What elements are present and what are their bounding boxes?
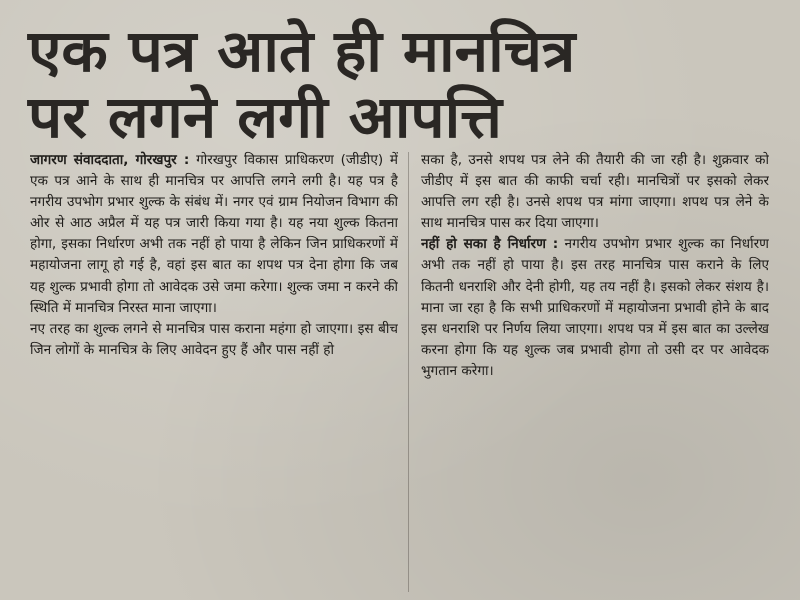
article-paragraph: [421, 234, 769, 382]
headline-line-1: एक पत्र आते ही मानचित्र: [28, 17, 576, 85]
article-text: गोरखपुर विकास प्राधिकरण (जीडीए) में एक पत्र आने के साथ ही मानचित्र पर आपत्ति लगने लगी है। यह पत्र है नगरीय उपभोग प्रभार शुल्क के संबंध में। नगर एवं ग्राम नियोजन विभाग की ओर से आठ अप्रैल में यह पत्र जारी किया गया है। यह नया शुल्क कितना होगा, इसका निर्धारण अभी तक नहीं हो पाया है लेकिन जिन प्राधिकरणों में महायोजना लागू हो गई है, वहां इस बात का शपथ पत्र देना होगा कि जब यह शुल्क प्रभावी होगा तो आवेदक उसे जमा करेगा। शुल्क जमा न करने की स्थिति में मानचित्र निरस्त माना जाएगा।: [30, 152, 398, 316]
headline-line-2: पर लगने लगी आपत्ति: [28, 83, 502, 151]
article-paragraph: [30, 150, 398, 319]
article-text: नगरीय उपभोग प्रभार शुल्क का निर्धारण अभी तक नहीं हो पाया है। इस तरह मानचित्र पास कराने के लिए कितनी धनराशि और देनी होगी, यह तय नहीं है। इसको लेकर संशय है। माना जा रहा है कि सभी प्राधिकरणों में महायोजना प्रभावी होने के बाद इस धनराशि पर निर्णय लिया जाएगा। शपथ पत्र में इस बात का उल्लेख करना होगा कि यह शुल्क जब प्रभावी होगा तो उसी दर पर आवेदक भुगतान करेगा।: [421, 236, 769, 379]
column-divider: [408, 152, 409, 592]
article-column-right: [421, 150, 769, 600]
article-column-left: [30, 150, 398, 600]
article-headline: [28, 18, 800, 150]
article-paragraph: सका है, उनसे शपथ पत्र लेने की तैयारी की जा रही है। शुक्रवार को जीडीए में इस बात की काफी चर्चा रही। मानचित्रों पर इसको लेकर आपत्ति लग रही है। उनसे शपथ पत्र मांगा जाएगा। शपथ पत्र लेने के साथ मानचित्र पास कर दिया जाएगा।: [421, 152, 769, 232]
dateline: जागरण संवाददाता, गोरखपुर :: [30, 152, 190, 168]
article-paragraph: नए तरह का शुल्क लगने से मानचित्र पास कराना महंगा हो जाएगा। इस बीच जिन लोगों के मानचित्र के लिए आवेदन हुए हैं और पास नहीं हो: [30, 320, 398, 358]
subheading: नहीं हो सका है निर्धारण :: [421, 236, 559, 253]
